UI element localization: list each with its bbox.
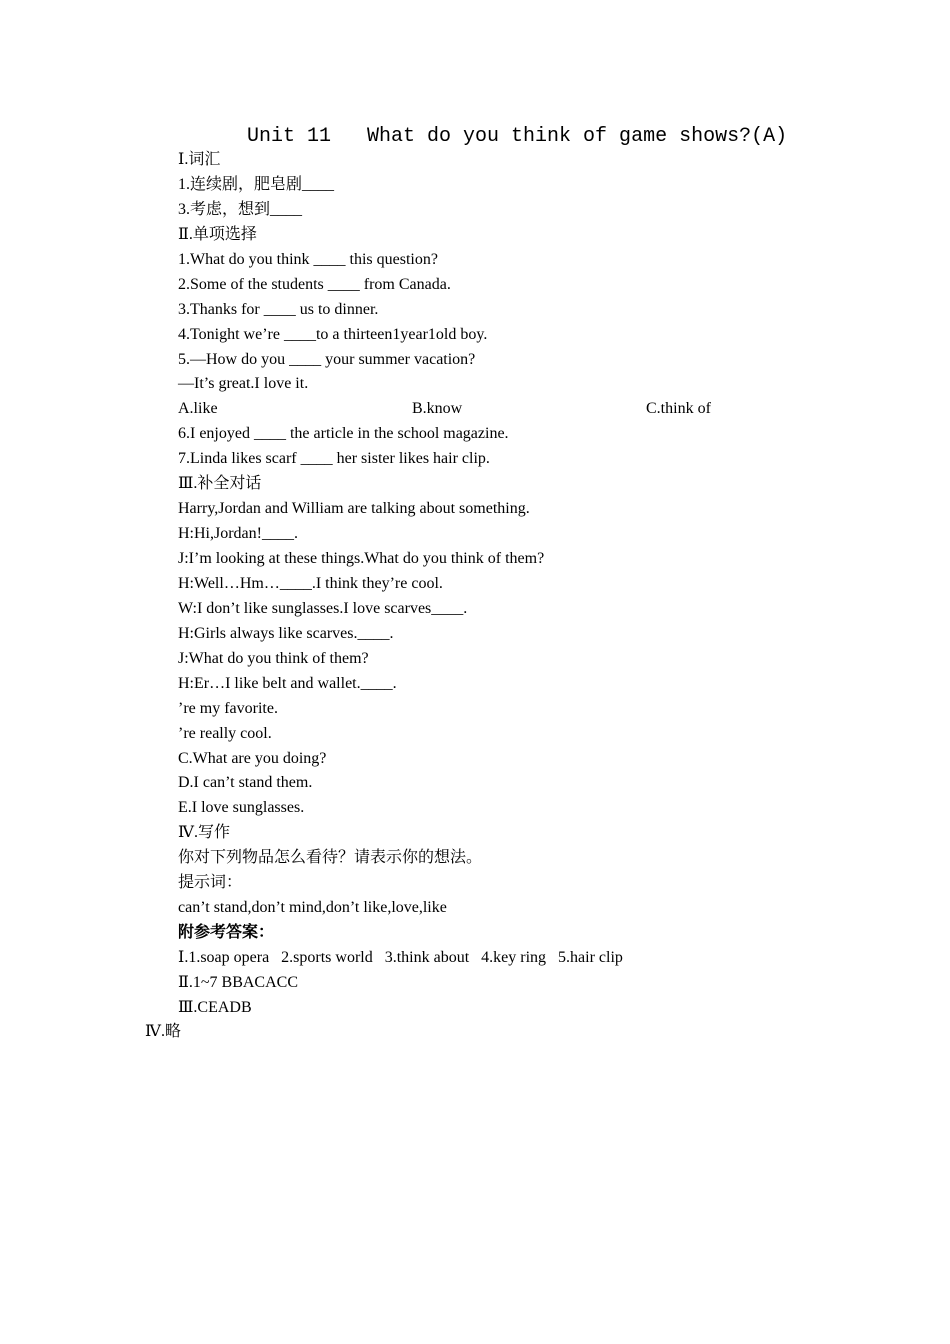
dialogue-line: H:Girls always like scarves.____. [178,624,394,642]
question-5: 5.—How do you ____ your summer vacation? [178,350,476,368]
answer-line: Ⅲ.CEADB [178,998,252,1016]
dialogue-line: W:I don’t like sunglasses.I love scarves____. [178,599,468,617]
dialogue-line: H:Hi,Jordan!____. [178,525,298,543]
vocab-item-3: 3.考虑，想到____ [178,200,303,218]
writing-prompt: 你对下列物品怎么看待？请表示你的想法。 [178,849,483,867]
answer-line: Ⅰ.1.soap opera 2.sports world 3.think about 4.key ring 5.hair clip [178,949,623,966]
answer-line-writing: Ⅳ.略 [145,1023,181,1040]
document-title: Unit 11 What do you think of game shows?(A) [247,125,788,148]
document-body [178,148,898,1021]
hint-words: can’t stand,don’t mind,don’t like,love,like [178,899,447,917]
answers-heading: 附参考答案： [178,924,275,942]
dialogue-choice: E.I love sunglasses. [178,799,305,817]
question-3: 3.Thanks for ____ us to dinner. [178,300,379,318]
question-1: 1.What do you think ____ this question? [178,250,438,268]
hint-words-label: 提示词： [178,874,243,892]
dialogue-intro: Harry,Jordan and William are talking about something. [178,500,530,518]
question-5-reply: —It’s great.I love it. [178,375,309,393]
dialogue-choice: ’re my favorite. [178,699,278,717]
dialogue-line: J:I’m looking at these things.What do you think of them? [178,550,545,567]
dialogue-line: H:Well…Hm…____.I think they’re cool. [178,574,443,592]
dialogue-line: J:What do you think of them? [178,649,369,667]
option-a: A.like [178,400,218,418]
question-4: 4.Tonight we’re ____to a thirteen1year1old boy. [178,325,488,343]
option-c: C.think of [646,400,711,418]
dialogue-choice: ’re really cool. [178,724,272,742]
section-heading-dialogue: Ⅲ.补全对话 [178,475,262,493]
dialogue-choice: D.I can’t stand them. [178,774,313,792]
section-heading-choice: Ⅱ.单项选择 [178,225,257,243]
section-heading-writing: Ⅳ.写作 [178,824,230,842]
options-row [178,397,898,422]
vocab-item-1: 1.连续剧，肥皂剧____ [178,175,335,193]
question-2: 2.Some of the students ____ from Canada. [178,275,451,293]
section-heading-vocabulary: Ⅰ.词汇 [178,151,221,168]
answer-line: Ⅱ.1~7 BBACACC [178,973,298,991]
question-7: 7.Linda likes scarf ____ her sister likes hair clip. [178,450,490,468]
dialogue-line: H:Er…I like belt and wallet.____. [178,674,397,692]
option-b: B.know [412,400,463,418]
dialogue-choice: C.What are you doing? [178,749,327,767]
question-6: 6.I enjoyed ____ the article in the school magazine. [178,425,509,443]
